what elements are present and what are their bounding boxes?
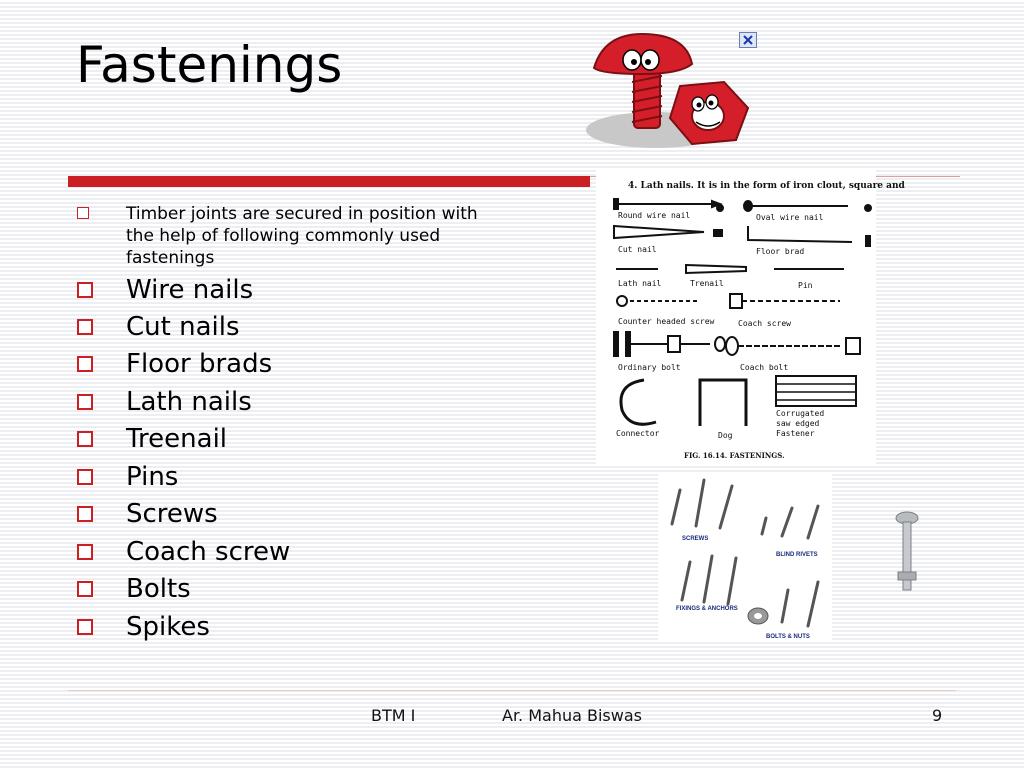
list-item-label: Cut nails (126, 312, 240, 342)
label-screws: SCREWS (682, 536, 709, 542)
label-oval-wire-nail: Oval wire nail (756, 213, 824, 222)
bullet-icon (77, 394, 93, 410)
figure-heading: 4. Lath nails. It is in the form of iron clout, square and (628, 181, 905, 191)
broken-image-icon (739, 32, 757, 48)
fastenings-figure (596, 170, 905, 466)
footer-divider (68, 690, 956, 691)
list-item-label: Wire nails (126, 275, 254, 305)
list-item-label: Screws (126, 499, 218, 529)
list-item-label: Pins (126, 462, 179, 492)
page-title: Fastenings (76, 36, 343, 94)
bullet-icon (77, 469, 93, 485)
label-fixings-anchors: FIXINGS & ANCHORS (676, 606, 738, 612)
list-item-label: Spikes (126, 612, 210, 642)
label-connector: Connector (616, 429, 660, 438)
label-pin: Pin (798, 281, 813, 290)
bullet-icon (77, 581, 93, 597)
list-item-label: Floor brads (126, 349, 273, 379)
label-corrugated: Corrugated (776, 409, 825, 418)
intro-text: Timber joints are secured in position with the help of following commonly used fastenings (126, 204, 478, 268)
label-dog: Dog (718, 431, 733, 440)
bullet-icon (77, 544, 93, 560)
coach-bolt-image (890, 510, 924, 592)
label-ordinary-bolt: Ordinary bolt (618, 363, 681, 372)
list-item-label: Coach screw (126, 537, 291, 567)
list-item-label: Lath nails (126, 387, 252, 417)
bullet-icon (77, 356, 93, 372)
footer-course: BTM I (371, 706, 416, 725)
title-divider (68, 176, 590, 187)
fastener-mascot-image (584, 30, 760, 154)
label-counter-headed-screw: Counter headed screw (618, 317, 715, 326)
label-bolts-nuts: BOLTS & NUTS (766, 634, 810, 640)
list-item-label: Bolts (126, 574, 191, 604)
bullet-icon (77, 319, 93, 335)
label-coach-screw: Coach screw (738, 319, 791, 328)
label-blind-rivets: BLIND RIVETS (776, 552, 818, 558)
label-coach-bolt: Coach bolt (740, 363, 789, 372)
bullet-icon (77, 431, 93, 447)
bullet-icon (77, 282, 93, 298)
label-cut-nail: Cut nail (618, 245, 657, 254)
figure-caption: FIG. 16.14. FASTENINGS. (684, 451, 785, 460)
bullet-icon (77, 207, 89, 219)
label-saw-edged: saw edged (776, 419, 820, 428)
label-lath-nail: Lath nail (618, 279, 662, 288)
label-round-wire-nail: Round wire nail (618, 211, 691, 220)
footer-author: Ar. Mahua Biswas (502, 706, 642, 725)
label-fastener: Fastener (776, 429, 815, 438)
bullet-icon (77, 619, 93, 635)
label-floor-brad: Floor brad (756, 247, 805, 256)
bullet-icon (77, 506, 93, 522)
slide-number: 9 (932, 706, 943, 725)
label-treenail: Trenail (690, 279, 724, 288)
fasteners-photo (658, 474, 832, 640)
list-item-label: Treenail (126, 424, 228, 454)
